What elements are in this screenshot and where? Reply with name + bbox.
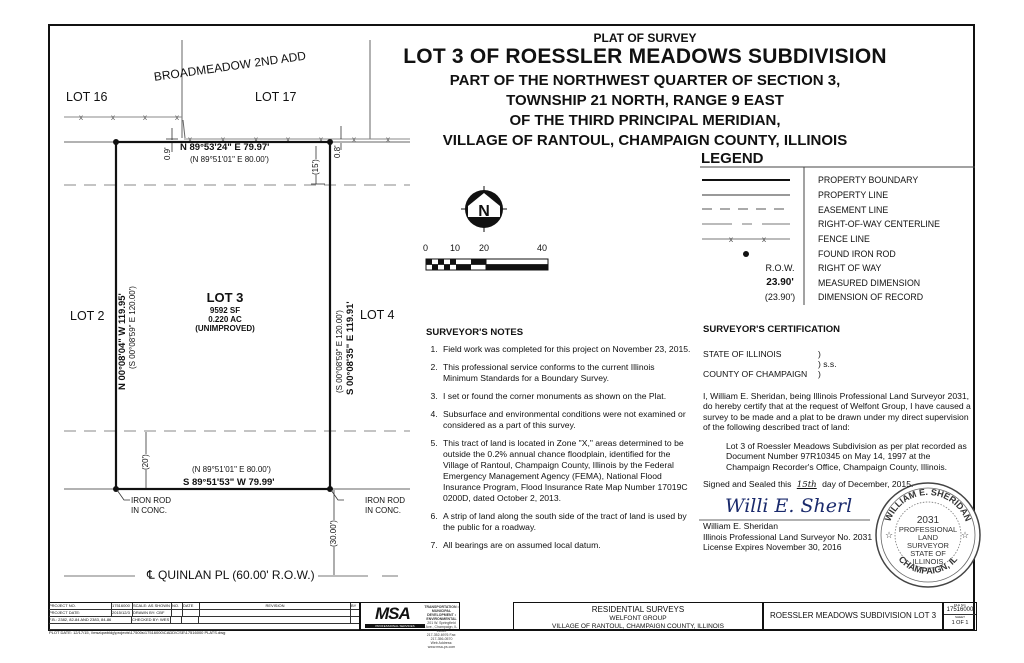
firm-phone: 217-352-6976 Fax: 217-356-0570 [426,633,457,641]
svg-text:☆: ☆ [961,531,970,541]
signed-prefix: Signed and Sealed this [703,479,792,489]
nw-offset: 0.9' [163,147,172,160]
lot-16-label: LOT 16 [66,90,108,104]
svg-text:x: x [175,113,179,122]
lot-3-info [185,290,265,333]
seal-line: SURVEYOR [907,541,949,550]
seal-line: LAND [917,533,938,542]
table-cell: SCALE: AS SHOWN [133,603,172,609]
firm-address: 201 W. Springfield Ave., Champaign, IL 61820 [425,621,458,633]
legend-item: RIGHT OF WAY [818,263,882,273]
file-no: 17516000 [944,607,976,615]
svg-text:☆: ☆ [885,531,894,541]
scale-tick: 0 [423,243,429,253]
row-half-dim: (30.00') [329,520,338,547]
certification-statement: I, William E. Sheridan, being Illinois Professional Land Surveyor 2031, do hereby certify that at the request of Welfont Group, I have caused a survey to be made and a plat to be drawn under my direct supervision of the following described tract of land: [703,390,971,432]
note-item: 3. I set or found the corner monuments as shown on the Plat. [440,391,691,402]
svg-text:CHAMPAIGN, IL: CHAMPAIGN, IL [896,554,960,576]
sheet-label: SHEET [954,615,965,619]
easement-south-dim: (20') [141,454,150,470]
legend-item: MEASURED DIMENSION [818,278,921,288]
table-header: BY [351,603,357,608]
surveyor-license: Illinois Professional Land Surveyor No. 2031 [703,531,873,542]
svg-text:WILLIAM E. SHERIDAN: WILLIAM E. SHERIDAN [882,486,974,523]
project-type: RESIDENTIAL SURVEYS [591,605,685,614]
firm-tagline: TRANSPORTATION • MUNICIPAL [424,605,459,613]
scale-tick: 40 [537,243,548,253]
plot-date-line: PLOT DATE: 12/17/15, \\msa\pwbldg\projects\17500s\17516000\CADD\CSE\17516000 PLATS.dwg [49,630,226,635]
project-client: WELFONT GROUP [609,615,667,622]
table-cell: DRAWN BY: CBF [133,610,172,616]
ne-offset: 0.8' [333,145,342,158]
firm-info [423,605,460,649]
seal-line: PROFESSIONAL [898,525,958,534]
firm-web: Web Address: www.msa-ps.com [427,641,456,649]
paren: ) [818,348,821,359]
firm-tagline: DEVELOPMENT • ENVIRONMENTAL [426,613,457,621]
svg-text:x: x [762,235,766,244]
sheet-title: ROESSLER MEADOWS SUBDIVISION LOT 3 [763,602,943,631]
surveyor-signature-block [703,521,872,553]
lot-17-label: LOT 17 [255,90,297,104]
signed-day: 15th [796,480,817,490]
sw-monument-label [131,496,171,516]
legend-item: DIMENSION OF RECORD [818,292,924,302]
svg-text:x: x [352,135,356,144]
sheet-number-block [943,602,977,631]
table-header: DATE [183,603,200,609]
south-line-measured: S 89°51'53" W 79.99' [183,477,275,488]
signed-suffix: day of December, 2015. [822,479,914,489]
table-cell: 17516000 [112,603,133,609]
file-no-label: FILE NO. [953,603,967,607]
notes-title: SURVEYOR'S NOTES [426,327,524,338]
table-header: NO. [172,603,183,609]
svg-text:x: x [188,135,192,144]
legend-symbol-row: R.O.W. [765,263,795,273]
svg-text:x: x [386,135,390,144]
note-item: 5. This tract of land is located in Zone "X," areas determined to be outside the 0.2% annual chance floodplain, identified for the Village of Rantoul, Champaign County, Illinois by the Federal Emergency Management Agency (FEMA), National Flood Insurance Program, Flood Insurance Rate Map Number 17019C 0200D, dated October 2, 2013. [440,438,691,504]
ss-label: ) s.s. [818,358,837,369]
legal-description: Lot 3 of Roessler Meadows Subdivision as per plat recorded as Document Number 97R10345 on May 14, 1997 at the Champaign Recorder's Office, Champaign County, Illinois. [726,440,967,472]
lot-name: LOT 3 [206,290,244,305]
legend-item: PROPERTY LINE [818,190,889,200]
firm-logo-block [360,602,460,649]
title-line: PART OF THE NORTHWEST QUARTER OF SECTION 3, [449,72,841,89]
svg-text:x: x [254,135,258,144]
lot-status: (UNIMPROVED) [195,324,255,333]
paren: ) [818,368,821,379]
table-cell: 2015/12/3 [112,610,133,616]
sheet-number: 1 OF 1 [951,620,969,626]
seal-text [893,515,963,566]
east-line-record: (S 00°08'59" E 120.00') [335,310,344,393]
title-line: OF THE THIRD PRINCIPAL MERIDIAN, [509,112,781,129]
surveyor-notes [426,327,691,558]
table-cell: F.B.: 2382, 82-84 AND 2383, 84-86 [49,617,132,623]
svg-text:x: x [319,135,323,144]
scale-tick: 10 [450,243,461,253]
signed-line [703,479,973,491]
signature: Willi E. Sherl [725,495,853,517]
seal-line: STATE OF [910,549,946,558]
west-line-measured: N 00°08'04" W 119.95' [117,293,128,390]
legend-item: EASEMENT LINE [818,205,889,215]
msa-logo: MSA [375,604,410,623]
svg-text:x: x [143,113,147,122]
table-cell: PROJECT NO. [49,603,112,609]
svg-text:x: x [111,113,115,122]
table-cell: PROJECT DATE: [49,610,112,616]
lot-area-sf: 9592 SF [209,306,241,315]
subdivision-label: BROADMEADOW 2ND ADD [153,48,307,84]
monument-line: IRON ROD [131,496,171,505]
project-info-block [513,602,763,631]
seal-line: 2031 [916,515,940,526]
lot-2-label: LOT 2 [70,309,105,323]
lot-4-label: LOT 4 [360,308,395,322]
legend-symbol-record: (23.90') [764,292,796,302]
legend-item: RIGHT-OF-WAY CENTERLINE [818,219,941,229]
legend-item: FOUND IRON ROD [818,249,896,259]
monument-line: IRON ROD [365,496,405,505]
title-line: VILLAGE OF RANTOUL, CHAMPAIGN COUNTY, ILLINOIS [442,132,848,149]
lot-area-ac: 0.220 AC [208,315,242,324]
legend-symbol-measured: 23.90' [766,277,794,288]
page-title: LOT 3 OF ROESSLER MEADOWS SUBDIVISION [403,45,887,68]
monument-line: IN CONC. [131,506,167,515]
note-item: 6. A strip of land along the south side of the tract of land is used by the public for a roadway. [440,511,691,533]
table-header: REVISION [200,603,351,609]
se-monument-label [365,496,405,516]
monument-line: IN CONC. [365,506,401,515]
street-label: ℄ QUINLAN PL (60.00' R.O.W.) [147,568,315,582]
plat-kicker: PLAT OF SURVEY [593,31,697,45]
svg-text:x: x [221,135,225,144]
legend-item: PROPERTY BOUNDARY [818,175,919,185]
north-line-measured: N 89°53'24" E 79.97' [180,142,270,153]
table-cell: CHECKED BY: WES [132,617,170,622]
svg-text:x: x [79,113,83,122]
easement-north-dim: (15') [311,159,320,175]
legend-title: LEGEND [701,150,764,167]
note-item: 4. Subsurface and environmental conditions were not examined or considered as a part of this survey. [440,409,691,431]
note-item: 7. All bearings are on assumed local datum. [440,540,691,551]
scale-tick: 20 [479,243,490,253]
east-line-measured: S 00°08'35" E 119.91' [345,301,356,395]
note-item: 2. This professional service conforms to the current Illinois Minimum Standards for a Boundary Survey. [440,362,691,384]
north-line-record: (N 89°51'01" E 80.00') [190,155,269,164]
scale-bar [426,259,548,270]
county-label: COUNTY OF CHAMPAIGN [703,368,808,379]
north-arrow-icon [461,186,507,232]
state-label: STATE OF ILLINOIS [703,348,782,359]
svg-text:x: x [286,135,290,144]
project-location: VILLAGE OF RANTOUL, CHAMPAIGN COUNTY, ILLINOIS [552,623,724,630]
svg-text:x: x [729,235,733,244]
surveyor-certification [703,325,973,491]
seal-line: ILLINOIS [912,557,944,566]
surveyor-name: William E. Sheridan [703,521,778,531]
certification-title: SURVEYOR'S CERTIFICATION [703,324,841,335]
revision-table [48,602,360,635]
note-item: 1. Field work was completed for this project on November 23, 2015. [440,344,691,355]
legend-item: FENCE LINE [818,234,870,244]
title-line: TOWNSHIP 21 NORTH, RANGE 9 EAST [506,92,784,109]
license-expiration: License Expires November 30, 2016 [703,542,842,552]
msa-logo-sub: PROFESSIONAL SERVICES [365,624,425,628]
west-line-record: (S 00°08'59" E 120.00') [128,286,137,369]
south-line-record: (N 89°51'01" E 80.00') [192,465,271,474]
svg-text:N: N [478,203,490,220]
